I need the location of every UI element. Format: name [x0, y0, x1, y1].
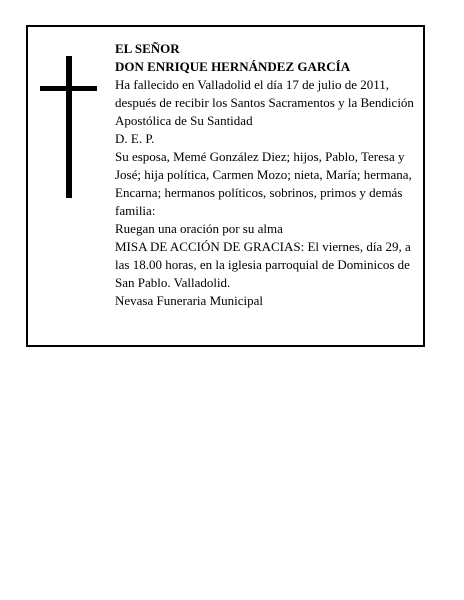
cross-icon — [66, 56, 72, 198]
notice-heading-title: EL SEÑOR — [115, 41, 180, 56]
obituary-notice — [26, 25, 425, 347]
cross-icon-bar — [40, 86, 97, 91]
death-statement: Ha fallecido en Valladolid el día 17 de julio de 2011, después de recibir los Santos Sacramentos y la Bendición Apostólica de Su Santidad — [115, 77, 414, 128]
notice-text — [115, 40, 423, 310]
family-list: Su esposa, Memé González Diez; hijos, Pablo, Teresa y José; hija política, Carmen Mozo; nieta, María; hermana, Encarna; hermanos políticos, sobrinos, primos y demás familia: — [115, 149, 412, 218]
notice-heading-name: DON ENRIQUE HERNÁNDEZ GARCÍA — [115, 59, 351, 74]
mass-details: MISA DE ACCIÓN DE GRACIAS: El viernes, día 29, a las 18.00 horas, en la iglesia parroquial de Dominicos de San Pablo. Valladolid. — [115, 239, 411, 290]
prayer-request: Ruegan una oración por su alma — [115, 221, 283, 236]
rip-text: D. E. P. — [115, 131, 155, 146]
funeral-home: Nevasa Funeraria Municipal — [115, 293, 264, 308]
